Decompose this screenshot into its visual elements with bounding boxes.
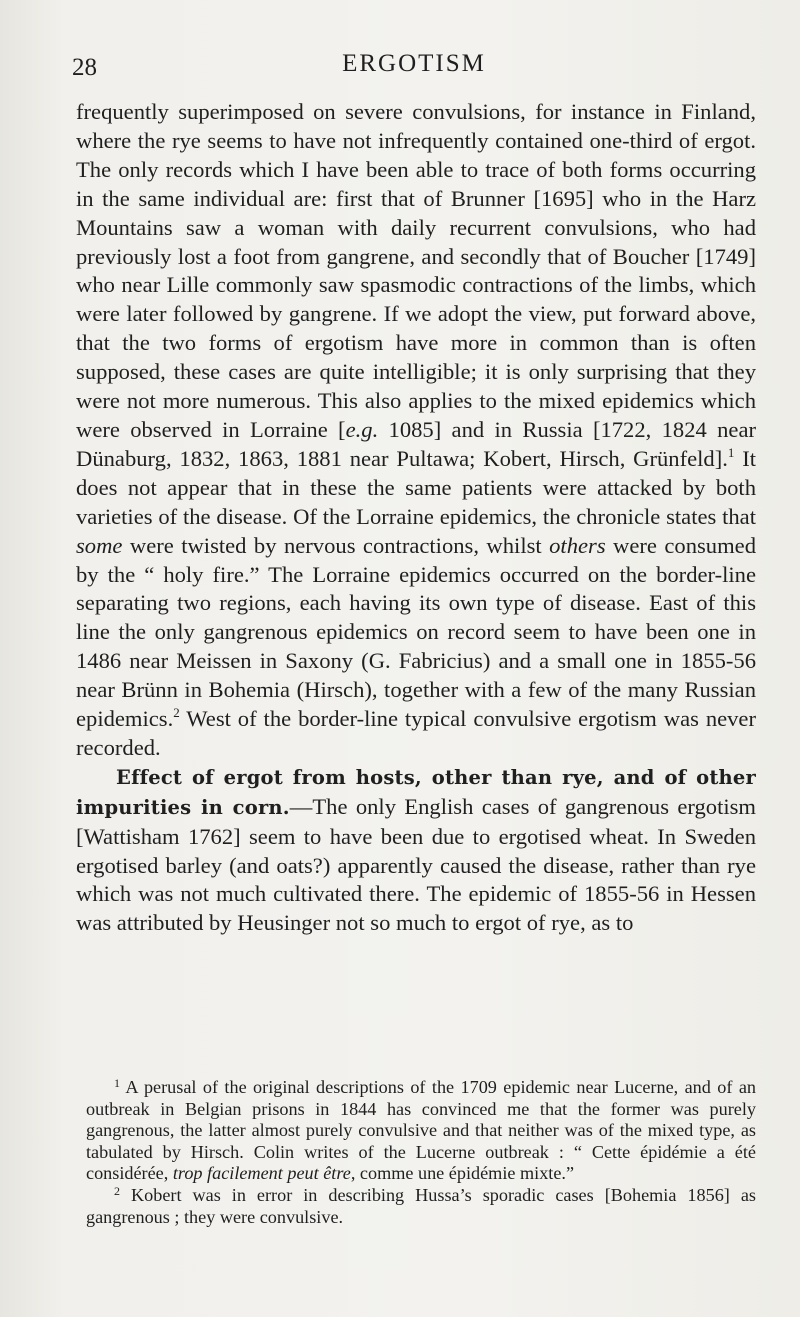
footnote-1 xyxy=(86,1077,756,1185)
page-header xyxy=(72,50,756,82)
footnote-mark-2: 2 xyxy=(114,1183,120,1198)
paragraph-mixed-forms xyxy=(76,98,756,763)
italic-some: some xyxy=(76,532,123,558)
text-run: frequently superimposed on severe convulsions, for instance in Finland, where the rye seems to have not infrequently contained one-third of ergot. The only records which I have been able to trace of both forms occurring in the same individual are: first that of Brunner [1695] who in the Harz Mountains saw a woman with daily recurrent convulsions, who had previously lost a foot from gangrene, and secondly that of Boucher [1749] who near Lille commonly saw spasmodic contractions of the limbs, which were later followed by gangrene. If we adopt the view, put forward above, that the two forms of ergotism have more in common than is often supposed, these cases are quite intelligible; it is only surprising that they were not more numerous. This also applies to the mixed epidemics which were observed in Lorraine [ xyxy=(76,99,756,442)
text-run: It does not appear that in these the same patients were attacked by both varieties of the disease. Of the Lorraine epidemics, the chronicle states that xyxy=(76,445,757,529)
text-run: were twisted by nervous contractions, whilst xyxy=(122,532,550,558)
section-subheading: Effect of ergot from hosts, other than rye, and of other impurities in corn. xyxy=(76,765,756,819)
text-run: , comme une épidémie mixte.” xyxy=(350,1163,575,1184)
footnotes xyxy=(86,1077,756,1228)
footnote-ref-2[interactable]: 2 xyxy=(173,705,180,721)
footnote-mark-1: 1 xyxy=(114,1076,120,1090)
text-run: West of the border-line typical convulsive ergotism was never recorded. xyxy=(76,706,756,760)
text-run: were consumed by the “ holy fire.” The Lorraine epidemics occurred on the border-line separating two regions, each having its own type of disease. East of this line the only gangrenous epidemics on record seem to have been one in 1486 near Meissen in Saxony (G. Fabricius) and a small one in 1855-56 near Brünn in Bohemia (Hirsch), together with a few of the many Russian epidemics. xyxy=(76,532,756,732)
footnote-2 xyxy=(86,1185,756,1228)
text-run: —The only English cases of gangrenous ergotism [Wattisham 1762] seem to have been due to ergotised wheat. In Sweden ergotised barley (and oats?) apparently caused the disease, rather than rye which was not much cultivated there. The epidemic of 1855-56 in Hessen was attributed by Heusinger not so much to ergot of rye, as to xyxy=(76,793,756,936)
footnote-ref-1[interactable]: 1 xyxy=(727,444,735,460)
page-number: 28 xyxy=(72,54,97,81)
text-run: Kobert was in error in describing Hussa’s sporadic cases [Bohemia 1856] as gangrenous ; they were convulsive. xyxy=(86,1184,756,1227)
italic-eg: e.g. xyxy=(345,416,379,442)
paragraph-other-hosts xyxy=(76,763,756,938)
body-text xyxy=(76,98,756,938)
italic-others: others xyxy=(549,532,606,558)
text-run: 1085] and in Russia [1722, 1824 near Dünaburg, 1832, 1863, 1881 near Pultawa; Kobert, Hirsch, Grünfeld]. xyxy=(76,416,756,471)
running-title: ERGOTISM xyxy=(342,50,486,77)
text-run: A perusal of the original descriptions of the 1709 epidemic near Lucerne, and of an outbreak in Belgian prisons in 1844 has convinced me that the former was purely gangrenous, the latter almost purely convulsive and that neither was of the mixed type, as tabulated by Hirsch. Colin writes of the Lucerne outbreak : “ Cette épidémie a été considérée, xyxy=(86,1077,756,1184)
italic-text: trop facilement peut être xyxy=(172,1163,351,1184)
